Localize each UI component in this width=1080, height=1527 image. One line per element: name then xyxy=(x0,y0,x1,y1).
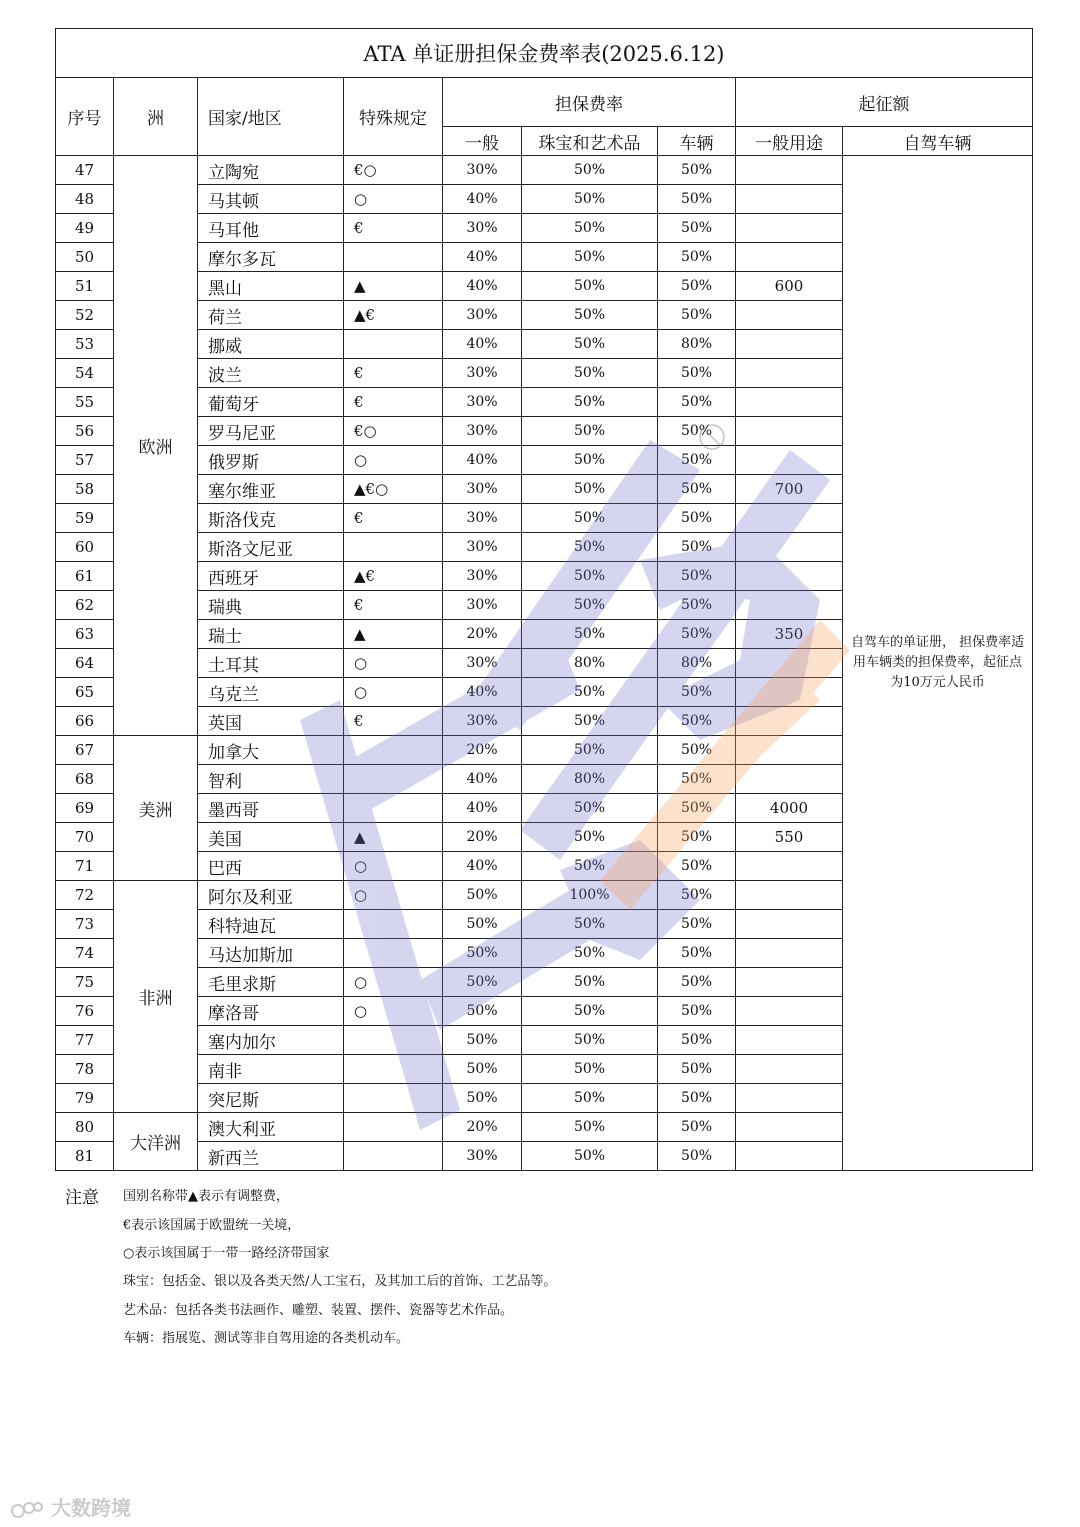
selfdrive-note-cell: 自驾车的单证册， 担保费率适用车辆类的担保费率，起征点为10万元人民币 xyxy=(843,156,1033,1171)
threshold-general-cell xyxy=(736,939,843,968)
threshold-general-cell xyxy=(736,591,843,620)
threshold-general-cell xyxy=(736,678,843,707)
note-line: €表示该国属于欧盟统一关境， xyxy=(123,1218,301,1233)
seq-cell: 55 xyxy=(56,388,114,417)
rate-general-cell: 30% xyxy=(443,301,522,330)
rate-jewelry-cell: 50% xyxy=(522,562,658,591)
country-cell: 塞尔维亚 xyxy=(198,475,344,504)
special-mark-cell: € xyxy=(344,504,443,533)
rate-jewelry-cell: 50% xyxy=(522,1084,658,1113)
header-rate-vehicle: 车辆 xyxy=(658,127,736,156)
rate-general-cell: 30% xyxy=(443,417,522,446)
seq-cell: 70 xyxy=(56,823,114,852)
country-cell: 突尼斯 xyxy=(198,1084,344,1113)
rate-jewelry-cell: 50% xyxy=(522,591,658,620)
seq-cell: 74 xyxy=(56,939,114,968)
special-mark-cell xyxy=(344,765,443,794)
seq-cell: 63 xyxy=(56,620,114,649)
special-mark-cell: € xyxy=(344,214,443,243)
rate-general-cell: 40% xyxy=(443,852,522,881)
country-cell: 波兰 xyxy=(198,359,344,388)
rate-jewelry-cell: 50% xyxy=(522,939,658,968)
rate-jewelry-cell: 50% xyxy=(522,417,658,446)
rate-general-cell: 20% xyxy=(443,620,522,649)
rate-jewelry-cell: 50% xyxy=(522,359,658,388)
special-mark-cell xyxy=(344,1113,443,1142)
threshold-general-cell: 600 xyxy=(736,272,843,301)
rate-vehicle-cell: 50% xyxy=(658,620,736,649)
threshold-general-cell: 350 xyxy=(736,620,843,649)
threshold-general-cell xyxy=(736,649,843,678)
rate-jewelry-cell: 100% xyxy=(522,881,658,910)
special-mark-cell: ▲€ xyxy=(344,562,443,591)
special-mark-cell xyxy=(344,1026,443,1055)
special-mark-cell: ▲ xyxy=(344,823,443,852)
rate-jewelry-cell: 50% xyxy=(522,185,658,214)
rate-jewelry-cell: 50% xyxy=(522,504,658,533)
seq-cell: 65 xyxy=(56,678,114,707)
country-cell: 英国 xyxy=(198,707,344,736)
rate-vehicle-cell: 50% xyxy=(658,417,736,446)
seq-cell: 59 xyxy=(56,504,114,533)
threshold-general-cell xyxy=(736,968,843,997)
seq-cell: 66 xyxy=(56,707,114,736)
special-mark-cell xyxy=(344,939,443,968)
rate-jewelry-cell: 50% xyxy=(522,243,658,272)
rate-jewelry-cell: 50% xyxy=(522,1026,658,1055)
country-cell: 马达加斯加 xyxy=(198,939,344,968)
threshold-general-cell xyxy=(736,301,843,330)
rate-vehicle-cell: 50% xyxy=(658,910,736,939)
country-cell: 美国 xyxy=(198,823,344,852)
continent-cell: 大洋洲 xyxy=(114,1113,198,1171)
threshold-general-cell xyxy=(736,214,843,243)
rate-jewelry-cell: 50% xyxy=(522,475,658,504)
rate-general-cell: 40% xyxy=(443,794,522,823)
rate-vehicle-cell: 50% xyxy=(658,968,736,997)
country-cell: 澳大利亚 xyxy=(198,1113,344,1142)
threshold-general-cell xyxy=(736,1113,843,1142)
rate-general-cell: 30% xyxy=(443,214,522,243)
rate-general-cell: 30% xyxy=(443,591,522,620)
rate-vehicle-cell: 50% xyxy=(658,939,736,968)
threshold-general-cell xyxy=(736,997,843,1026)
rate-general-cell: 30% xyxy=(443,475,522,504)
header-threshold-general: 一般用途 xyxy=(736,127,843,156)
logo-text: 大数跨境 xyxy=(50,1496,131,1520)
threshold-general-cell xyxy=(736,330,843,359)
threshold-general-cell xyxy=(736,185,843,214)
rate-vehicle-cell: 80% xyxy=(658,649,736,678)
special-mark-cell xyxy=(344,1084,443,1113)
threshold-general-cell xyxy=(736,707,843,736)
continent-cell: 美洲 xyxy=(114,736,198,881)
rate-vehicle-cell: 50% xyxy=(658,243,736,272)
header-seq: 序号 xyxy=(56,78,114,156)
rate-vehicle-cell: 50% xyxy=(658,533,736,562)
rate-general-cell: 20% xyxy=(443,736,522,765)
continent-cell: 非洲 xyxy=(114,881,198,1113)
country-cell: 瑞典 xyxy=(198,591,344,620)
special-mark-cell: ▲ xyxy=(344,620,443,649)
rate-vehicle-cell: 50% xyxy=(658,156,736,185)
seq-cell: 72 xyxy=(56,881,114,910)
rate-jewelry-cell: 50% xyxy=(522,910,658,939)
rate-vehicle-cell: 50% xyxy=(658,1026,736,1055)
threshold-general-cell xyxy=(736,1055,843,1084)
special-mark-cell: € xyxy=(344,388,443,417)
seq-cell: 75 xyxy=(56,968,114,997)
threshold-general-cell xyxy=(736,243,843,272)
special-mark-cell xyxy=(344,1142,443,1171)
seq-cell: 79 xyxy=(56,1084,114,1113)
country-cell: 罗马尼亚 xyxy=(198,417,344,446)
threshold-general-cell xyxy=(736,765,843,794)
rate-general-cell: 30% xyxy=(443,388,522,417)
seq-cell: 57 xyxy=(56,446,114,475)
threshold-general-cell xyxy=(736,852,843,881)
country-cell: 南非 xyxy=(198,1055,344,1084)
threshold-general-cell: 550 xyxy=(736,823,843,852)
note-line: 车辆：指展览、测试等非自驾用途的各类机动车。 xyxy=(123,1331,410,1346)
special-mark-cell xyxy=(344,736,443,765)
header-rate-group: 担保费率 xyxy=(443,78,736,127)
country-cell: 毛里求斯 xyxy=(198,968,344,997)
country-cell: 土耳其 xyxy=(198,649,344,678)
rate-vehicle-cell: 50% xyxy=(658,765,736,794)
rate-jewelry-cell: 50% xyxy=(522,272,658,301)
special-mark-cell: € xyxy=(344,591,443,620)
rate-vehicle-cell: 50% xyxy=(658,794,736,823)
special-mark-cell: € xyxy=(344,707,443,736)
rate-table xyxy=(55,28,1033,1171)
country-cell: 智利 xyxy=(198,765,344,794)
threshold-general-cell xyxy=(736,359,843,388)
rate-general-cell: 30% xyxy=(443,504,522,533)
threshold-general-cell xyxy=(736,910,843,939)
seq-cell: 64 xyxy=(56,649,114,678)
country-cell: 马其顿 xyxy=(198,185,344,214)
rate-vehicle-cell: 50% xyxy=(658,504,736,533)
rate-jewelry-cell: 50% xyxy=(522,823,658,852)
notes-heading: 注意 xyxy=(65,1188,99,1208)
rate-general-cell: 40% xyxy=(443,678,522,707)
rate-vehicle-cell: 50% xyxy=(658,591,736,620)
threshold-general-cell xyxy=(736,1084,843,1113)
special-mark-cell xyxy=(344,533,443,562)
country-cell: 塞内加尔 xyxy=(198,1026,344,1055)
rate-jewelry-cell: 50% xyxy=(522,707,658,736)
rate-vehicle-cell: 50% xyxy=(658,823,736,852)
rate-jewelry-cell: 50% xyxy=(522,620,658,649)
special-mark-cell: ○ xyxy=(344,678,443,707)
seq-cell: 49 xyxy=(56,214,114,243)
threshold-general-cell xyxy=(736,1026,843,1055)
rate-general-cell: 50% xyxy=(443,1084,522,1113)
rate-jewelry-cell: 50% xyxy=(522,156,658,185)
rate-general-cell: 40% xyxy=(443,185,522,214)
threshold-general-cell xyxy=(736,562,843,591)
continent-cell: 欧洲 xyxy=(114,156,198,736)
rate-jewelry-cell: 50% xyxy=(522,852,658,881)
note-line: 艺术品：包括各类书法画作、雕塑、装置、摆件、瓷器等艺术作品。 xyxy=(123,1303,514,1318)
country-cell: 黑山 xyxy=(198,272,344,301)
special-mark-cell: ○ xyxy=(344,446,443,475)
seq-cell: 50 xyxy=(56,243,114,272)
seq-cell: 48 xyxy=(56,185,114,214)
rate-jewelry-cell: 50% xyxy=(522,736,658,765)
special-mark-cell: ▲ xyxy=(344,272,443,301)
rate-jewelry-cell: 50% xyxy=(522,997,658,1026)
header-threshold-group: 起征额 xyxy=(736,78,1033,127)
rate-jewelry-cell: 50% xyxy=(522,678,658,707)
rate-general-cell: 50% xyxy=(443,881,522,910)
rate-general-cell: 30% xyxy=(443,649,522,678)
special-mark-cell xyxy=(344,330,443,359)
rate-vehicle-cell: 50% xyxy=(658,446,736,475)
threshold-general-cell xyxy=(736,504,843,533)
threshold-general-cell xyxy=(736,736,843,765)
rate-general-cell: 20% xyxy=(443,1113,522,1142)
seq-cell: 54 xyxy=(56,359,114,388)
threshold-general-cell: 700 xyxy=(736,475,843,504)
rate-general-cell: 50% xyxy=(443,939,522,968)
country-cell: 阿尔及利亚 xyxy=(198,881,344,910)
threshold-general-cell xyxy=(736,388,843,417)
country-cell: 科特迪瓦 xyxy=(198,910,344,939)
seq-cell: 52 xyxy=(56,301,114,330)
rate-jewelry-cell: 50% xyxy=(522,446,658,475)
rate-vehicle-cell: 50% xyxy=(658,475,736,504)
rate-vehicle-cell: 50% xyxy=(658,388,736,417)
threshold-general-cell xyxy=(736,446,843,475)
seq-cell: 68 xyxy=(56,765,114,794)
rate-general-cell: 30% xyxy=(443,533,522,562)
country-cell: 摩洛哥 xyxy=(198,997,344,1026)
rate-vehicle-cell: 50% xyxy=(658,678,736,707)
rate-vehicle-cell: 50% xyxy=(658,736,736,765)
country-cell: 新西兰 xyxy=(198,1142,344,1171)
table-title: ATA 单证册担保金费率表(2025.6.12) xyxy=(56,29,1033,78)
special-mark-cell xyxy=(344,243,443,272)
note-line: 珠宝：包括金、银以及各类天然/人工宝石，及其加工后的首饰、工艺品等。 xyxy=(123,1274,557,1289)
rate-general-cell: 30% xyxy=(443,562,522,591)
seq-cell: 62 xyxy=(56,591,114,620)
rate-general-cell: 50% xyxy=(443,1026,522,1055)
seq-cell: 61 xyxy=(56,562,114,591)
rate-jewelry-cell: 50% xyxy=(522,794,658,823)
special-mark-cell: €○ xyxy=(344,156,443,185)
country-cell: 葡萄牙 xyxy=(198,388,344,417)
country-cell: 俄罗斯 xyxy=(198,446,344,475)
rate-jewelry-cell: 50% xyxy=(522,388,658,417)
rate-vehicle-cell: 50% xyxy=(658,272,736,301)
header-rate-jewelry: 珠宝和艺术品 xyxy=(522,127,658,156)
country-cell: 乌克兰 xyxy=(198,678,344,707)
seq-cell: 58 xyxy=(56,475,114,504)
seq-cell: 80 xyxy=(56,1113,114,1142)
special-mark-cell: ▲€ xyxy=(344,301,443,330)
rate-vehicle-cell: 50% xyxy=(658,1084,736,1113)
special-mark-cell: ○ xyxy=(344,649,443,678)
rate-general-cell: 30% xyxy=(443,156,522,185)
rate-general-cell: 20% xyxy=(443,823,522,852)
rate-vehicle-cell: 50% xyxy=(658,997,736,1026)
seq-cell: 67 xyxy=(56,736,114,765)
rate-vehicle-cell: 50% xyxy=(658,1142,736,1171)
country-cell: 挪威 xyxy=(198,330,344,359)
seq-cell: 51 xyxy=(56,272,114,301)
rate-general-cell: 50% xyxy=(443,1055,522,1084)
rate-general-cell: 50% xyxy=(443,910,522,939)
rate-general-cell: 40% xyxy=(443,446,522,475)
header-special: 特殊规定 xyxy=(344,78,443,156)
rate-general-cell: 40% xyxy=(443,765,522,794)
special-mark-cell: ▲€○ xyxy=(344,475,443,504)
seq-cell: 47 xyxy=(56,156,114,185)
seq-cell: 81 xyxy=(56,1142,114,1171)
special-mark-cell: € xyxy=(344,359,443,388)
special-mark-cell xyxy=(344,1055,443,1084)
seq-cell: 69 xyxy=(56,794,114,823)
country-cell: 马耳他 xyxy=(198,214,344,243)
footer-logo xyxy=(10,1492,131,1521)
country-cell: 西班牙 xyxy=(198,562,344,591)
country-cell: 斯洛文尼亚 xyxy=(198,533,344,562)
rate-vehicle-cell: 50% xyxy=(658,1113,736,1142)
rate-jewelry-cell: 80% xyxy=(522,765,658,794)
rate-vehicle-cell: 80% xyxy=(658,330,736,359)
rate-jewelry-cell: 50% xyxy=(522,1142,658,1171)
special-mark-cell: ○ xyxy=(344,852,443,881)
seq-cell: 78 xyxy=(56,1055,114,1084)
header-rate-general: 一般 xyxy=(443,127,522,156)
rate-general-cell: 30% xyxy=(443,1142,522,1171)
rate-vehicle-cell: 50% xyxy=(658,185,736,214)
rate-jewelry-cell: 50% xyxy=(522,533,658,562)
header-continent: 洲 xyxy=(114,78,198,156)
rate-general-cell: 30% xyxy=(443,359,522,388)
country-cell: 荷兰 xyxy=(198,301,344,330)
special-mark-cell: €○ xyxy=(344,417,443,446)
rate-vehicle-cell: 50% xyxy=(658,707,736,736)
rate-general-cell: 40% xyxy=(443,243,522,272)
rate-jewelry-cell: 50% xyxy=(522,1113,658,1142)
table-row xyxy=(56,156,1033,185)
table-body xyxy=(56,156,1033,1171)
country-cell: 瑞士 xyxy=(198,620,344,649)
threshold-general-cell xyxy=(736,881,843,910)
threshold-general-cell xyxy=(736,156,843,185)
rate-general-cell: 40% xyxy=(443,272,522,301)
threshold-general-cell: 4000 xyxy=(736,794,843,823)
rate-jewelry-cell: 50% xyxy=(522,301,658,330)
seq-cell: 60 xyxy=(56,533,114,562)
rate-vehicle-cell: 50% xyxy=(658,1055,736,1084)
rate-vehicle-cell: 50% xyxy=(658,852,736,881)
rate-general-cell: 30% xyxy=(443,707,522,736)
rate-jewelry-cell: 80% xyxy=(522,649,658,678)
rate-jewelry-cell: 50% xyxy=(522,214,658,243)
country-cell: 立陶宛 xyxy=(198,156,344,185)
seq-cell: 53 xyxy=(56,330,114,359)
country-cell: 加拿大 xyxy=(198,736,344,765)
special-mark-cell xyxy=(344,910,443,939)
header-threshold-selfdrive: 自驾车辆 xyxy=(843,127,1033,156)
threshold-general-cell xyxy=(736,1142,843,1171)
rate-vehicle-cell: 50% xyxy=(658,214,736,243)
rate-general-cell: 50% xyxy=(443,997,522,1026)
note-line: 国别名称带▲表示有调整费， xyxy=(123,1189,289,1204)
country-cell: 摩尔多瓦 xyxy=(198,243,344,272)
threshold-general-cell xyxy=(736,533,843,562)
rate-jewelry-cell: 50% xyxy=(522,1055,658,1084)
note-line: ○表示该国属于一带一路经济带国家 xyxy=(123,1246,330,1261)
special-mark-cell: ○ xyxy=(344,881,443,910)
rate-jewelry-cell: 50% xyxy=(522,330,658,359)
special-mark-cell: ○ xyxy=(344,968,443,997)
special-mark-cell xyxy=(344,794,443,823)
rate-jewelry-cell: 50% xyxy=(522,968,658,997)
logo-icon xyxy=(10,1499,44,1521)
rate-vehicle-cell: 50% xyxy=(658,562,736,591)
special-mark-cell: ○ xyxy=(344,185,443,214)
country-cell: 墨西哥 xyxy=(198,794,344,823)
rate-general-cell: 50% xyxy=(443,968,522,997)
threshold-general-cell xyxy=(736,417,843,446)
rate-general-cell: 40% xyxy=(443,330,522,359)
country-cell: 斯洛伐克 xyxy=(198,504,344,533)
seq-cell: 71 xyxy=(56,852,114,881)
seq-cell: 77 xyxy=(56,1026,114,1055)
header-country: 国家/地区 xyxy=(198,78,344,156)
seq-cell: 56 xyxy=(56,417,114,446)
rate-vehicle-cell: 50% xyxy=(658,359,736,388)
special-mark-cell: ○ xyxy=(344,997,443,1026)
country-cell: 巴西 xyxy=(198,852,344,881)
seq-cell: 73 xyxy=(56,910,114,939)
rate-vehicle-cell: 50% xyxy=(658,881,736,910)
seq-cell: 76 xyxy=(56,997,114,1026)
rate-vehicle-cell: 50% xyxy=(658,301,736,330)
